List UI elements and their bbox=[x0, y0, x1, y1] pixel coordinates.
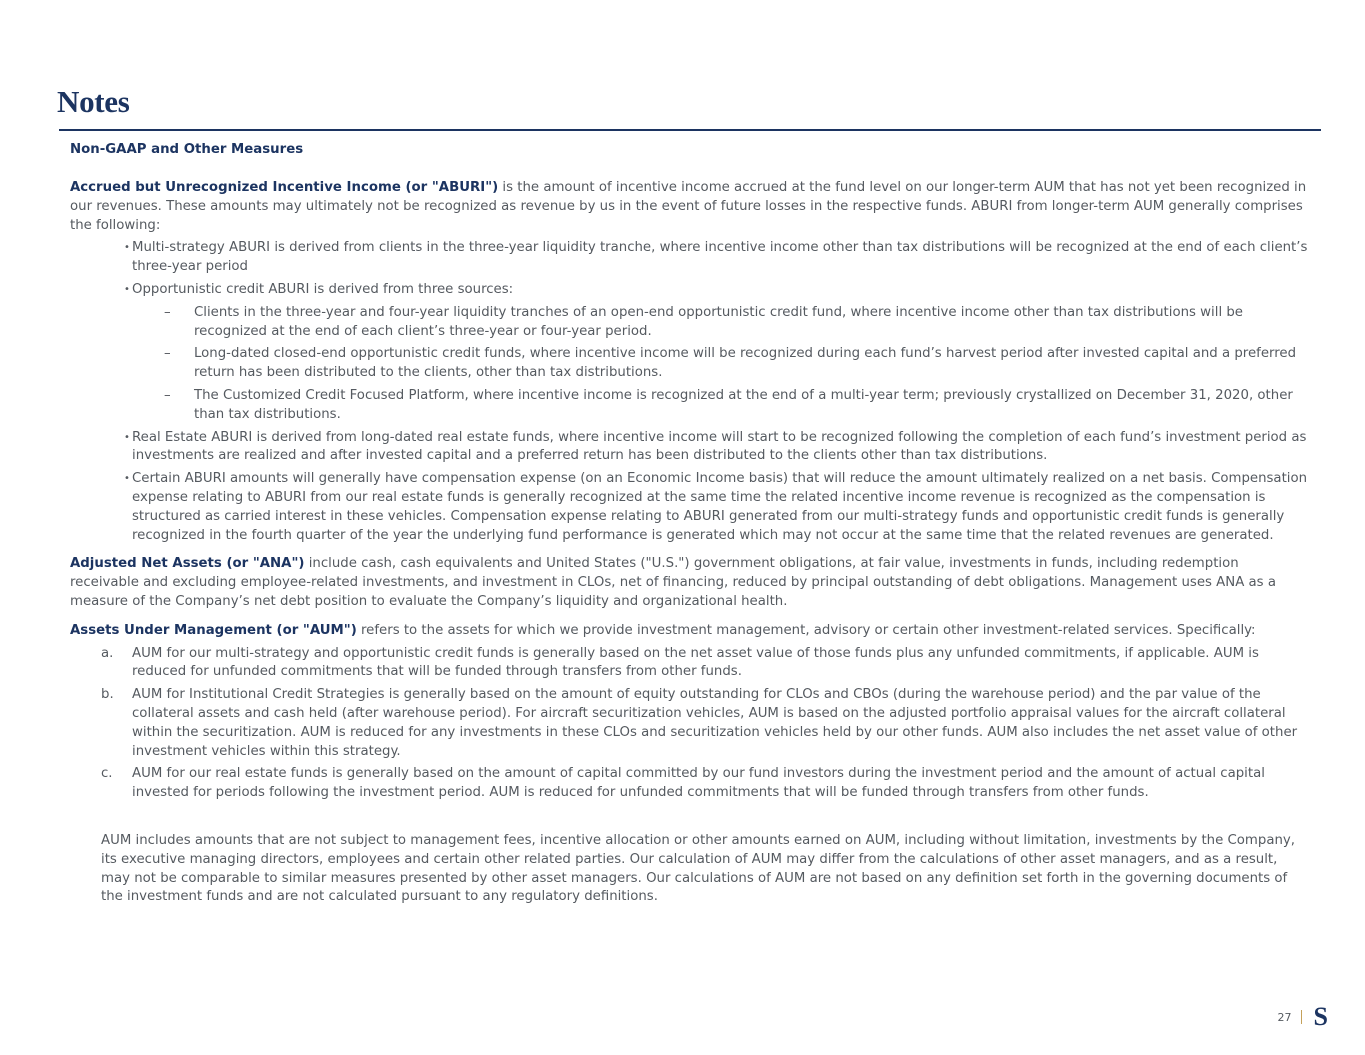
bullet-marker: • bbox=[124, 242, 130, 254]
aum-text: refers to the assets for which we provide investment management, advisory or certain other investment-related services. Specifically: bbox=[356, 622, 1256, 638]
subitem-text: Clients in the three-year and four-year liquidity tranches of an open-end opportunistic credit fund, where incentive income other than tax distributions will be recognized at the end of each client’s three-year or four-year period. bbox=[194, 304, 1243, 339]
footer-divider bbox=[1301, 1010, 1302, 1024]
list-marker: c. bbox=[101, 766, 113, 782]
aburi-text: is the amount of incentive income accrued at the fund level on our longer-term AUM that has not yet been recognized in our revenues. These amounts may ultimately not be recognized as revenue by us in the event of future losses in the respective funds. ABURI from longer-term AUM generally comprises the following: bbox=[70, 180, 1307, 233]
dash-marker: – bbox=[164, 304, 171, 320]
ana-term: Adjusted Net Assets (or "ANA") bbox=[70, 556, 305, 572]
ana-definition bbox=[70, 555, 1310, 611]
ana-text: include cash, cash equivalents and United States ("U.S.") government obligations, at fair value, investments in funds, including redemption receivable and excluding employee-related investments, and investment in CLOs, net of financing, reduced by principal outstanding of debt obligations. Management uses ANA as a measure of the Company’s net debt position to evaluate the Company’s liquidity and organizational health. bbox=[70, 556, 1276, 609]
company-logo: S bbox=[1313, 1002, 1328, 1031]
list-item-text: AUM for our real estate funds is generally based on the amount of capital committed by our fund investors during the investment period and the amount of actual capital invested for periods following the investment period. AUM is reduced for unfunded commitments that will be funded through transfers from other funds. bbox=[132, 766, 1265, 801]
subitem-text: The Customized Credit Focused Platform, where incentive income is recognized at the end of a multi-year term; previously crystallized on December 31, 2020, other than tax distributions. bbox=[194, 387, 1293, 422]
dash-marker: – bbox=[164, 387, 171, 403]
aburi-term: Accrued but Unrecognized Incentive Income (or "ABURI") bbox=[70, 180, 499, 195]
list-item-text: AUM for Institutional Credit Strategies is generally based on the amount of equity outstanding for CLOs and CBOs (during the warehouse period) and the par value of the collateral assets and cash held (after warehouse period). For aircraft securitization vehicles, AUM is based on the adjusted portfolio appraisal values for the aircraft collateral within the securitization. AUM is reduced for any investments in these CLOs and securitization vehicles held by our other funds. AUM also includes the net asset value of other investment vehicles within this strategy. bbox=[132, 687, 1298, 759]
aburi-bullet-real-estate bbox=[124, 429, 1310, 467]
list-marker: b. bbox=[101, 687, 114, 703]
aburi-subitem-closed-end-funds bbox=[164, 345, 1310, 383]
bullet-text: Real Estate ABURI is derived from long-dated real estate funds, where incentive income will start to be recognized following the completion of each fund’s investment period as investments are realized and after invested capital and a preferred return has been distributed to the clients other than tax distributions. bbox=[132, 429, 1307, 464]
list-item-text: AUM for our multi-strategy and opportunistic credit funds is generally based on the net asset value of those funds plus any unfunded commitments, if applicable. AUM is reduced for unfunded commitments that will be funded through transfers from other funds. bbox=[132, 645, 1259, 680]
page-number: 27 bbox=[1277, 1010, 1292, 1024]
bullet-text: Multi-strategy ABURI is derived from clients in the three-year liquidity tranche, where incentive income other than tax distributions will be recognized at the end of each client’s three-year period bbox=[132, 240, 1308, 275]
subitem-text: Long-dated closed-end opportunistic credit funds, where incentive income will be recognized during each fund’s harvest period after invested capital and a preferred return has been distributed to the clients, other than tax distributions. bbox=[194, 346, 1297, 381]
aum-note: AUM includes amounts that are not subject to management fees, incentive allocation or other amounts earned on AUM, including without limitation, investments by the Company, its executive managing directors, employees and certain other related parties. Our calculation of AUM may differ from the calculations of other asset managers, and as a result, may not be comparable to similar measures presented by other asset managers. Our calculations of AUM are not based on any definition set forth in the governing documents of the investment funds and are not calculated pursuant to any regulatory definitions. bbox=[101, 832, 1295, 905]
aum-definition bbox=[70, 622, 1310, 641]
bullet-marker: • bbox=[124, 283, 130, 295]
bullet-text: Opportunistic credit ABURI is derived from three sources: bbox=[132, 281, 514, 297]
bullet-text: Certain ABURI amounts will generally have compensation expense (on an Economic Income basis) that will reduce the amount ultimately realized on a net basis. Compensation expense relating to ABURI from our real estate funds is generally recognized at the same time the related incentive income revenue is recognized as the compensation is structured as carried interest in these vehicles. Compensation expense relating to ABURI generated from our multi-strategy funds and opportunistic credit funds is generally recognized in the fourth quarter of the year the underlying fund performance is generated which may not occur at the same time that the related revenues are generated. bbox=[132, 471, 1308, 543]
bullet-marker: • bbox=[124, 473, 130, 485]
aum-item-multi-strategy bbox=[101, 645, 1310, 683]
title-divider bbox=[59, 129, 1321, 131]
aburi-subitem-liquidity-tranches bbox=[164, 304, 1310, 342]
aum-item-institutional-credit bbox=[101, 686, 1310, 761]
page-footer bbox=[1277, 1002, 1328, 1031]
aburi-bullet-multi-strategy bbox=[124, 239, 1310, 277]
page-title: Notes bbox=[57, 84, 130, 119]
list-marker: a. bbox=[101, 645, 114, 661]
aburi-subitem-customized-platform bbox=[164, 387, 1310, 425]
aum-item-real-estate bbox=[101, 765, 1310, 803]
aum-term: Assets Under Management (or "AUM") bbox=[70, 622, 357, 638]
dash-marker: – bbox=[164, 346, 171, 362]
aburi-bullet-opportunistic-credit bbox=[124, 281, 1310, 300]
aburi-definition bbox=[70, 179, 1310, 235]
notes-content bbox=[70, 140, 1310, 907]
aburi-bullet-compensation bbox=[124, 470, 1310, 545]
section-title: Non-GAAP and Other Measures bbox=[70, 142, 304, 157]
bullet-marker: • bbox=[124, 431, 130, 443]
